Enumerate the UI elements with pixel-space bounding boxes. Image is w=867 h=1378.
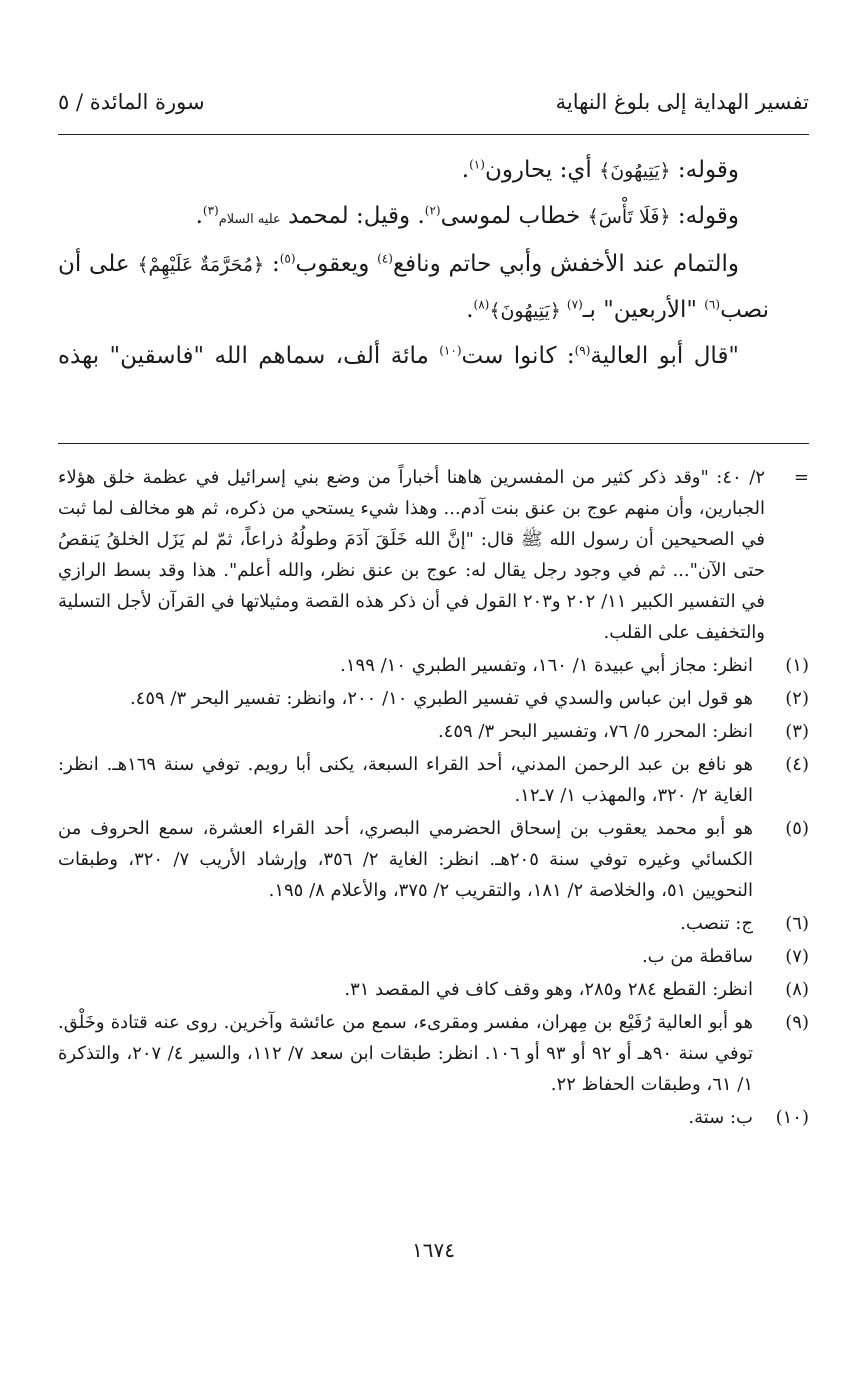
footnote-ref[interactable]: (٦) xyxy=(704,297,721,312)
text-run: "قال أبو العالية xyxy=(590,343,740,369)
footnote-item xyxy=(58,1007,809,1100)
footnote-ref[interactable]: (٩) xyxy=(574,343,591,358)
footnote-text: هو أبو محمد يعقوب بن إسحاق الحضرمي البصري، أحد القراء العشرة، سمع الحروف من الكسائي وغيره توفي سنة ٢٠٥هـ. انظر: الغاية ٢/ ٣٥٦، وإرشاد الأريب ٧/ ٣٢٠، وطبقات النحويين ٥١، والخلاصة ٢/ ١٨١، والتقريب ٢/ ٣٧٥، والأعلام ٨/ ١٩٥. xyxy=(58,818,753,901)
main-paragraph-3 xyxy=(58,242,769,334)
running-header xyxy=(58,90,809,114)
text-run: وقوله: xyxy=(670,203,739,229)
continuation-marker: = xyxy=(793,467,809,488)
text-run: . xyxy=(195,203,203,229)
footnote-number: (٧) xyxy=(785,946,809,967)
main-text xyxy=(58,148,769,379)
footnote-continuation xyxy=(58,462,809,648)
footnote-number: (٨) xyxy=(785,979,809,1000)
text-run: مائة ألف، سماهم الله "فاسقين" بهذه xyxy=(58,343,440,369)
footnote-item xyxy=(58,650,809,681)
footnote-text: انظر: القطع ٢٨٤ و٢٨٥، وهو وقف كاف في المقصد ٣١. xyxy=(344,979,753,1000)
footnote-text: انظر: مجاز أبي عبيدة ١/ ١٦٠، وتفسير الطبري ١٠/ ١٩٩. xyxy=(340,655,753,676)
text-run: . وقيل: لمحمد xyxy=(280,203,425,229)
footnote-text: هو نافع بن عبد الرحمن المدني، أحد القراء السبعة، يكنى أبا رويم. توفي سنة ١٦٩هـ. انظر: الغاية ٢/ ٣٢٠، والمهذب ١/ ٧ـ١٢. xyxy=(58,754,753,806)
text-run: : xyxy=(264,251,280,277)
quran-quote: ﴿يَتِيهُونَ﴾ xyxy=(489,300,567,322)
footnote-divider xyxy=(58,443,809,444)
footnote-number: (٦) xyxy=(785,913,809,934)
text-run: : كانوا ست xyxy=(461,343,575,369)
surah-label: سورة المائدة / ٥ xyxy=(58,90,205,114)
footnote-item xyxy=(58,941,809,972)
footnote-item xyxy=(58,908,809,939)
footnote-ref[interactable]: (٧) xyxy=(566,297,583,312)
header-divider xyxy=(58,134,809,135)
footnote-number: (٤) xyxy=(785,754,809,775)
text-run: وقوله: xyxy=(670,157,739,183)
footnote-ref[interactable]: (٤) xyxy=(377,251,393,266)
main-paragraph-2 xyxy=(58,194,769,242)
text-run: على أن نصب xyxy=(58,251,769,323)
main-paragraph-4 xyxy=(58,334,769,379)
footnote-text: ساقطة من ب. xyxy=(641,946,753,967)
footnote-ref[interactable]: (٥) xyxy=(279,251,296,266)
footnote-number: (١) xyxy=(785,655,809,676)
footnote-ref[interactable]: (٣) xyxy=(202,203,219,218)
footnote-number: (٣) xyxy=(785,721,809,742)
text-run: أي: يحارون xyxy=(484,157,600,183)
footnote-number: (١٠) xyxy=(775,1107,809,1128)
continuation-text: ٢/ ٤٠: "وقد ذكر كثير من المفسرين هاهنا أخباراً من وضع بني إسرائيل في عظمة خلق هؤلاء الجبارين، وأن منهم عوج بن عنق بنت آدم... وهذا شيء يستحي من ذكره، ثم هو مخالف لما ثبت في الصحيحين أن رسول الله ﷺ قال: "إنَّ الله خَلَقَ آدَمَ وطولُهُ ذراعاً، ثمّ لم يَزَل الخلقُ يَنقصُ حتى الآن"... ثم في وجود رجل يقال له: عوج بن عنق نظر، والله أعلم". هذا وقد بسط الرازي في التفسير الكبير ١١/ ٢٠٢ و٢٠٣ القول في أن ذكر هذه القصة ومثيلاتها في القرآن لأجل التسلية والتخفيف على القلب. xyxy=(58,467,765,643)
footnote-number: (٥) xyxy=(785,818,809,839)
footnote-ref[interactable]: (١٠) xyxy=(439,343,462,358)
footnote-text: ب: ستة. xyxy=(688,1107,753,1128)
footnote-item xyxy=(58,974,809,1005)
main-paragraph-1 xyxy=(58,148,769,194)
footnote-item xyxy=(58,1102,809,1133)
footnote-number: (٢) xyxy=(785,688,809,709)
salutation-glyph: عليه السلام xyxy=(218,212,281,227)
footnote-item xyxy=(58,749,809,811)
footnote-text: انظر: المحرر ٥/ ٧٦، وتفسير البحر ٣/ ٤٥٩. xyxy=(437,721,753,742)
text-run: خطاب لموسى xyxy=(440,203,588,229)
text-run: والتمام عند الأخفش وأبي حاتم ونافع xyxy=(392,251,739,277)
book-title: تفسير الهداية إلى بلوغ النهاية xyxy=(555,90,809,114)
quran-quote: ﴿يَتِيهُونَ﴾ xyxy=(599,160,671,182)
footnote-item xyxy=(58,813,809,906)
text-run: . xyxy=(461,157,470,183)
text-run: . xyxy=(466,297,474,323)
footnote-text: ج: تنصب. xyxy=(680,913,753,934)
footnote-item xyxy=(58,683,809,714)
footnote-ref[interactable]: (١) xyxy=(469,157,485,172)
footnote-text: هو أبو العالية رُفَيْع بن مِهران، مفسر ومقرىء، سمع من عائشة وآخرين. روى عنه قتادة وخَلْق. توفي سنة ٩٠هـ أو ٩٢ أو ٩٣ أو ١٠٦. انظر: طبقات ابن سعد ٧/ ١١٢، والسير ٤/ ٢٠٧، والتذكرة ١/ ٦١، وطبقات الحفاظ ٢٢. xyxy=(58,1012,753,1095)
footnote-text: هو قول ابن عباس والسدي في تفسير الطبري ١٠/ ٢٠٠، وانظر: تفسير البحر ٣/ ٤٥٩. xyxy=(129,688,753,709)
page-number: ١٦٧٤ xyxy=(412,1238,455,1262)
footnote-ref[interactable]: (٨) xyxy=(473,297,490,312)
quran-quote: ﴿مُحَرَّمَةٌ عَلَيْهِمْ﴾ xyxy=(137,254,265,276)
quran-quote: ﴿فَلَا تَأْسَ﴾ xyxy=(587,206,671,228)
footnotes-section xyxy=(58,462,809,1133)
text-run: ويعقوب xyxy=(295,251,378,277)
text-run: "الأربعين" بـ xyxy=(582,297,705,323)
footnote-ref[interactable]: (٢) xyxy=(424,203,441,218)
footnote-item xyxy=(58,716,809,747)
footnote-number: (٩) xyxy=(785,1012,809,1033)
